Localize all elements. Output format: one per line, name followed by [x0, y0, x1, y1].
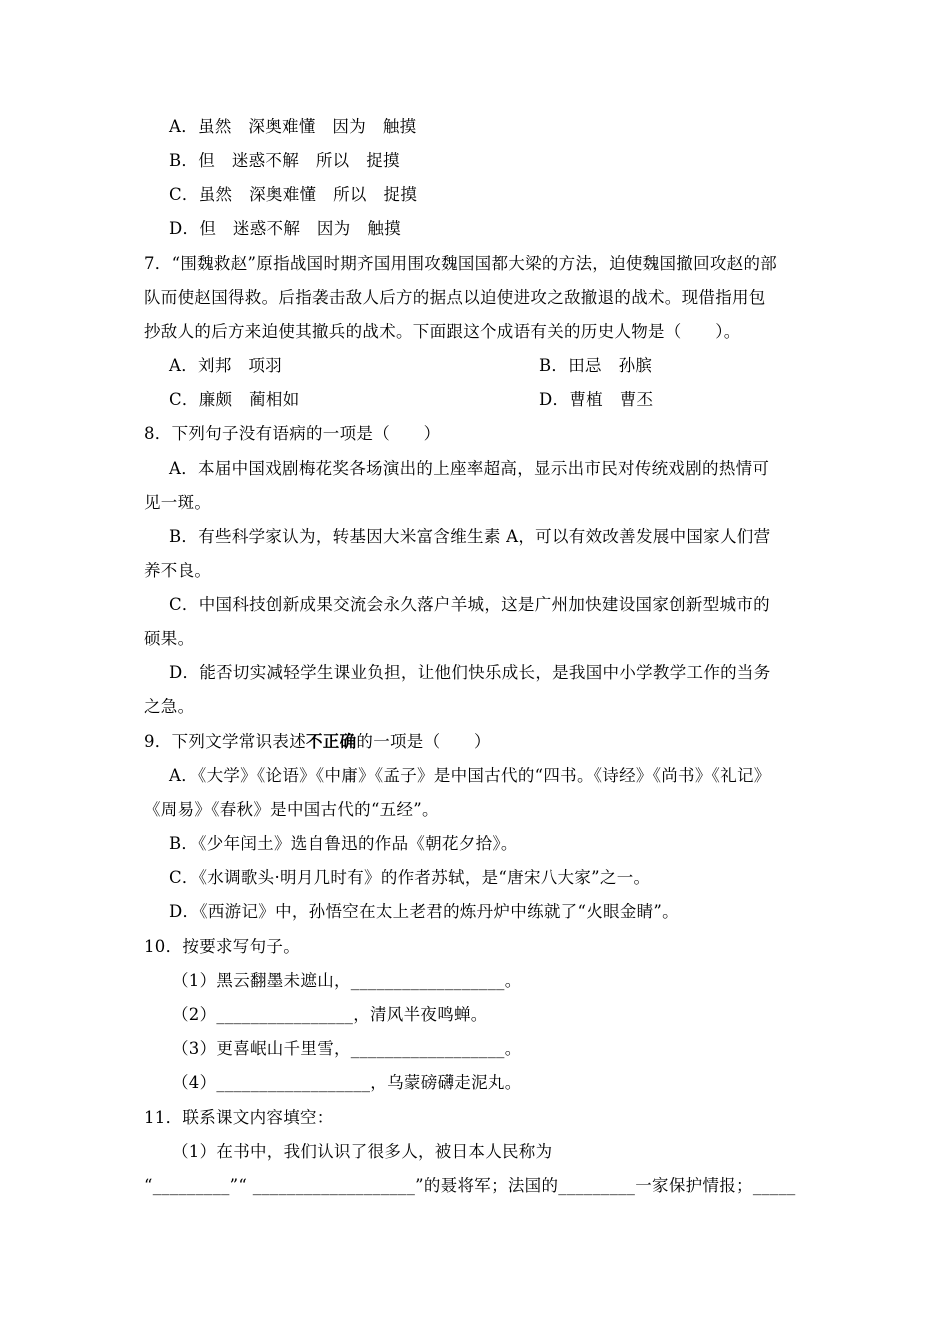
q10-item-2: （2）________________，清风半夜鸣蝉。: [172, 1005, 488, 1024]
q8-option-a-line-2: 见一斑。: [144, 493, 212, 512]
q9-option-d: D．《西游记》中，孙悟空在太上老君的炼丹炉中练就了“火眼金睛”。: [169, 902, 679, 921]
q8-option-a-line-1: A．本届中国戏剧梅花奖各场演出的上座率超高，显示出市民对传统戏剧的热情可: [169, 459, 770, 478]
q10-item-1: （1）黑云翻墨未遮山，__________________。: [172, 971, 522, 990]
q7-option-c: C．廉颇 蔺相如: [169, 390, 300, 409]
q6-option-c: C．虽然 深奥难懂 所以 捉摸: [169, 185, 418, 204]
q11-item-1: （1）在书中，我们认识了很多人，被日本人民称为: [172, 1142, 553, 1161]
q7-stem-line-1: 7．“围魏救赵”原指战国时期齐国用围攻魏国国都大梁的方法，迫使魏国撤回攻赵的部: [144, 254, 778, 273]
q9-option-b: B．《少年闰土》选自鲁迅的作品《朝花夕拾》。: [169, 834, 518, 853]
q9-stem-emphasis: 不正确: [306, 732, 357, 751]
q10-item-4: （4）__________________，乌蒙磅礴走泥丸。: [172, 1073, 522, 1092]
q7-stem-line-3: 抄敌人的后方来迫使其撤兵的战术。下面跟这个成语有关的历史人物是（ ）。: [144, 322, 741, 341]
q6-option-d: D．但 迷惑不解 因为 触摸: [169, 219, 401, 238]
q9-option-a-line-1: A．《大学》《论语》《中庸》《孟子》是中国古代的“四书。《诗经》《尚书》《礼记》: [169, 766, 771, 785]
q8-option-c-line-1: C．中国科技创新成果交流会永久落户羊城，这是广州加快建设国家创新型城市的: [169, 595, 770, 614]
q8-option-b-line-2: 养不良。: [144, 561, 212, 580]
q7-stem-line-2: 队而使赵国得救。后指袭击敌人后方的据点以迫使进攻之敌撤退的战术。现借指用包: [144, 288, 766, 307]
q8-stem: 8．下列句子没有语病的一项是（ ）: [144, 424, 441, 443]
q9-option-a-line-2: 《周易》《春秋》是中国古代的“五经”。: [144, 800, 439, 819]
q8-option-c-line-2: 硕果。: [144, 629, 195, 648]
q10-item-3: （3）更喜岷山千里雪，__________________。: [172, 1039, 522, 1058]
q9-stem: [144, 731, 491, 753]
q8-option-d-line-1: D．能否切实减轻学生课业负担，让他们快乐成长，是我国中小学教学工作的当务: [169, 663, 771, 682]
q8-option-b-line-1: B．有些科学家认为，转基因大米富含维生素 A，可以有效改善发展中国家人们营: [169, 527, 771, 546]
q9-option-c: C．《水调歌头·明月几时有》的作者苏轼，是“唐宋八大家”之一。: [169, 868, 651, 887]
q10-stem: 10．按要求写句子。: [144, 937, 300, 956]
q7-option-d: D．曹植 曹丕: [539, 390, 654, 409]
q7-option-a: A．刘邦 项羽: [169, 356, 283, 375]
q6-option-b: B．但 迷惑不解 所以 捉摸: [169, 151, 400, 170]
q9-stem-pre: 9．下列文学常识表述: [144, 732, 306, 751]
q11-item-1-continued: “_________”“ ___________________”的聂将军；法国的_________一家保护情报；_____: [144, 1176, 796, 1195]
q9-stem-post: 的一项是（ ）: [356, 732, 491, 751]
q11-stem: 11．联系课文内容填空：: [144, 1108, 334, 1127]
q7-option-b: B．田忌 孙膑: [539, 356, 653, 375]
q8-option-d-line-2: 之急。: [144, 697, 195, 716]
q6-option-a: A．虽然 深奥难懂 因为 触摸: [169, 117, 417, 136]
